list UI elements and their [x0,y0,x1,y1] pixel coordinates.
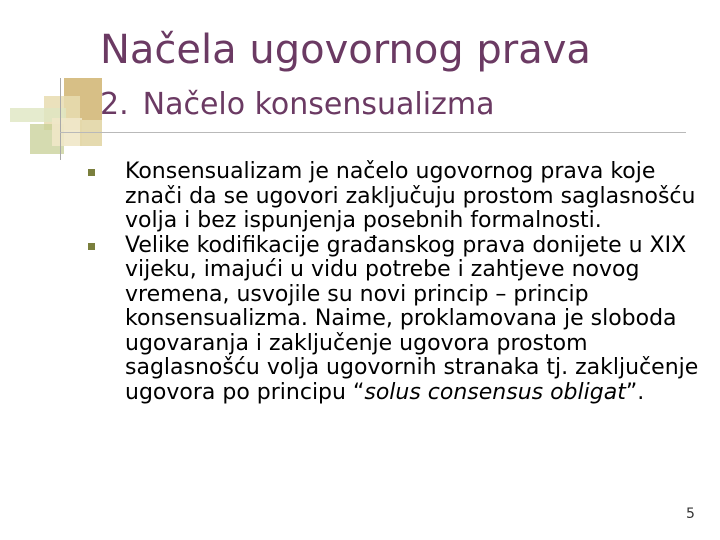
subtitle-number: 2. [100,87,129,122]
subtitle-text: Načelo konsensualizma [142,87,495,122]
slide-subtitle [100,86,494,124]
bullet-square-icon [88,243,95,250]
bullet-text: Velike kodifikacije građanskog prava donijete u XIX vijeku, imajući u vidu potrebe i zahtjeve novog vremena, usvojile su novi princip – princip konsensualizma. Naime, proklamovana je sloboda ugovaranja i zaključenje ugovora prostom saglasnošću volja ugovornih stranaka tj. zaključenje ugovora po principu “ [125,232,699,405]
bullet-square-icon [88,169,95,176]
deco-square [80,120,102,146]
bullet-text: Konsensualizam je načelo ugovornog prava koje znači da se ugovori zaključuju prostom saglasnošću volja i bez ispunjenja posebnih formalnosti. [125,159,696,233]
deco-vertical-line [60,78,61,160]
bullet-italic-phrase: solus consensus obligat [364,379,626,405]
bullet-item [88,234,708,406]
bullet-text-end: ”. [625,379,645,405]
slide-title: Načela ugovornog prava [100,27,591,73]
bullet-item [88,160,708,234]
title-divider [60,132,686,133]
page-number: 5 [686,506,695,522]
bullet-list [88,160,708,405]
